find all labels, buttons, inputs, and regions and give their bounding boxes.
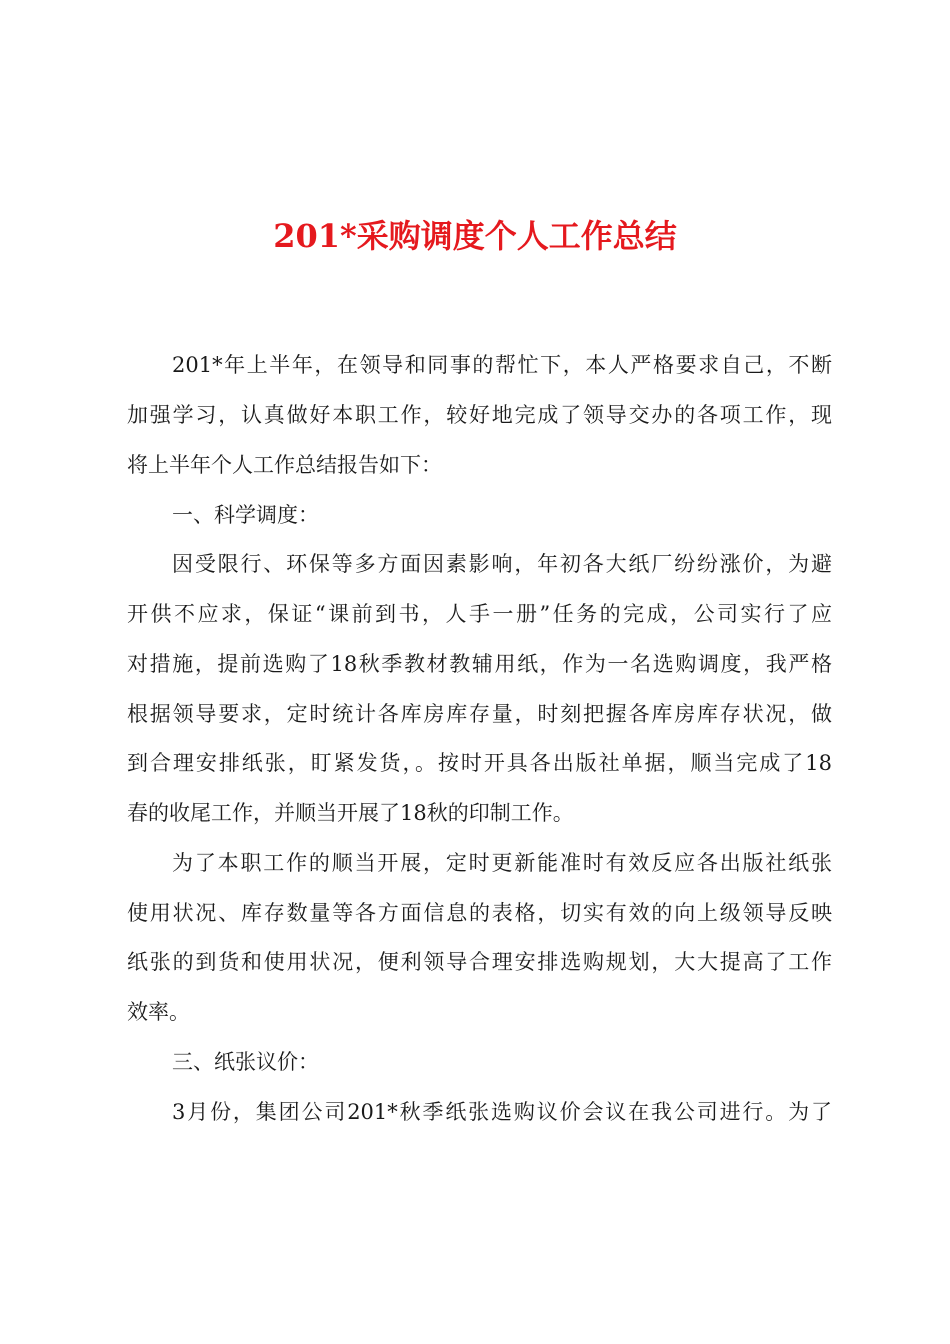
section-heading: 三、纸张议价：	[172, 1050, 319, 1074]
paragraph-line: 将上半年个人工作总结报告如下：	[127, 453, 442, 477]
paragraph-line: 春的收尾工作，并顺当开展了18秋的印制工作。	[127, 801, 574, 825]
paragraph-line: 加强学习，认真做好本职工作，较好地完成了领导交办的各项工作，现	[127, 403, 832, 427]
paragraph-line: 为了本职工作的顺当开展，定时更新能准时有效反应各出版社纸张	[172, 851, 832, 875]
paragraph-line: 因受限行、环保等多方面因素影响，年初各大纸厂纷纷涨价，为避	[172, 552, 832, 576]
paragraph-line: 开供不应求，保证“课前到书，人手一册”任务的完成，公司实行了应	[127, 602, 832, 626]
section-heading: 一、科学调度：	[172, 503, 319, 527]
paragraph-line: 纸张的到货和使用状况，便利领导合理安排选购规划，大大提高了工作	[127, 950, 832, 974]
paragraph-line: 3月份，集团公司201*秋季纸张选购议价会议在我公司进行。为了	[172, 1100, 832, 1124]
paragraph-line: 到合理安排纸张，盯紧发货，。按时开具各出版社单据，顺当完成了18	[127, 751, 832, 775]
paragraph-line: 根据领导要求，定时统计各库房库存量，时刻把握各库房库存状况，做	[127, 702, 832, 726]
paragraph-line: 对措施，提前选购了18秋季教材教辅用纸，作为一名选购调度，我严格	[127, 652, 832, 676]
paragraph-line: 使用状况、库存数量等各方面信息的表格，切实有效的向上级领导反映	[127, 901, 832, 925]
paragraph-line: 201*年上半年，在领导和同事的帮忙下，本人严格要求自己，不断	[172, 353, 832, 377]
document-title: 201*采购调度个人工作总结	[273, 217, 677, 255]
paragraph-line: 效率。	[127, 1000, 190, 1024]
